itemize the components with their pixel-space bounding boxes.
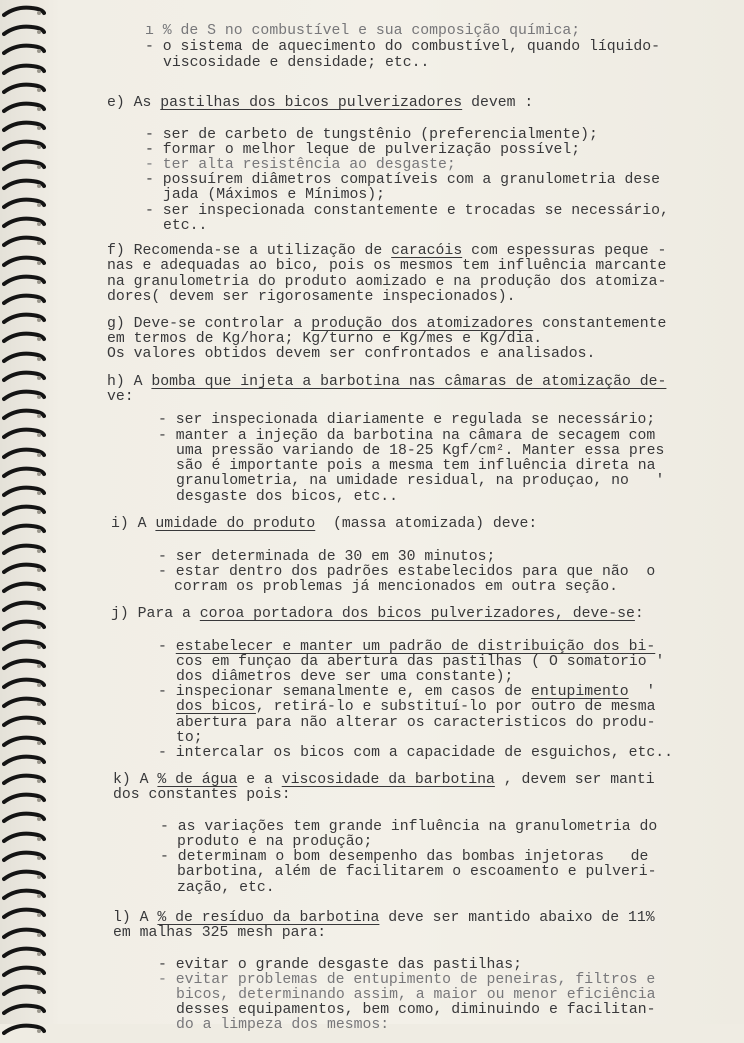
- spiral-coil: [2, 196, 46, 212]
- list-item: - evitar o grande desgaste das pastilhas;: [158, 957, 523, 973]
- heading-text: (massa atomizada) deve:: [315, 516, 538, 532]
- section-heading-i: [111, 517, 537, 532]
- text-line: granulometria, na umidade residual, na produçao, no ': [176, 473, 665, 489]
- section-heading-h: [107, 375, 666, 390]
- list-item: [158, 640, 655, 655]
- text-line: [176, 700, 656, 715]
- heading-text: k) A: [113, 772, 158, 788]
- spiral-coil: [2, 753, 46, 769]
- spiral-coil: [2, 42, 46, 58]
- text-line: dores( devem ser rigorosamente inspecionados).: [107, 289, 516, 305]
- text-line: Os valores obtidos devem ser confrontados e analisados.: [107, 346, 596, 362]
- heading-text: e a: [237, 772, 282, 788]
- spiral-coil: [2, 311, 46, 327]
- spiral-coil: [2, 158, 46, 174]
- heading-text: , devem ser manti: [494, 772, 655, 788]
- spiral-coil: [2, 849, 46, 865]
- text-line: barbotina, além de facilitarem o escoamento e pulveri-: [177, 864, 657, 880]
- spiral-coil: [2, 81, 46, 97]
- spiral-coil: [2, 215, 46, 231]
- spiral-coil: [2, 714, 46, 730]
- heading-text: e) As: [107, 95, 161, 111]
- spiral-coil: [2, 734, 46, 750]
- list-item: - intercalar os bicos com a capacidade de esguichos, etc..: [158, 745, 674, 761]
- text-line: nas e adequadas ao bico, pois os mesmos tem influência marcante: [107, 258, 667, 274]
- underlined-text: estabelecer e manter um padrão de distribuição dos bi-: [175, 639, 656, 655]
- spiral-coil: [2, 369, 46, 385]
- heading-text: constantemente: [533, 316, 667, 332]
- spiral-coil: [2, 887, 46, 903]
- underlined-text: bomba que injeta a barbotina nas câmaras de atomização de-: [151, 374, 667, 390]
- list-item: - ser determinada de 30 em 30 minutos;: [158, 549, 496, 565]
- spiral-coil: [2, 791, 46, 807]
- line-text: ı % de S no combustível e sua composição química;: [145, 23, 581, 39]
- text-line: viscosidade e densidade; etc..: [163, 55, 430, 71]
- list-item: - ser de carbeto de tungstênio (preferencialmente);: [145, 127, 598, 143]
- text-line: corram os problemas já mencionados em outra seção.: [174, 579, 618, 595]
- underlined-text: % de resíduo da barbotina: [157, 910, 380, 926]
- text-line: em malhas 325 mesh para:: [113, 925, 327, 941]
- spiral-coil: [2, 772, 46, 788]
- text-line: em termos de Kg/hora; Kg/turno e Kg/mes e Kg/dia.: [107, 331, 543, 347]
- heading-text: :: [634, 606, 644, 622]
- spiral-coil: [2, 446, 46, 462]
- section-heading-e: [107, 96, 533, 111]
- spiral-coil: [2, 810, 46, 826]
- section-heading-l: [113, 911, 655, 926]
- list-item: - ter alta resistência ao desgaste;: [145, 157, 456, 173]
- spiral-coil: [2, 638, 46, 654]
- list-item: - as variações tem grande influência na granulometria do: [160, 819, 658, 835]
- spiral-coil: [2, 177, 46, 193]
- underlined-text: coroa portadora dos bicos pulverizadores, deve-se: [199, 606, 635, 622]
- spiral-coil: [2, 503, 46, 519]
- text-line: [145, 24, 580, 39]
- section-heading-j: [111, 607, 644, 622]
- section-heading-f: [107, 244, 666, 259]
- spiral-coil: [2, 426, 46, 442]
- spiral-coil: [2, 388, 46, 404]
- heading-text: l) A: [113, 910, 158, 926]
- spiral-coil: [2, 599, 46, 615]
- spiral-coil: [2, 330, 46, 346]
- spiral-coil: [2, 618, 46, 634]
- heading-text: com espessuras peque -: [462, 243, 667, 259]
- text-line: ve:: [107, 389, 134, 405]
- list-item: - ser inspecionada diariamente e regulada se necessário;: [158, 412, 656, 428]
- spiral-coil: [2, 407, 46, 423]
- spiral-coil: [2, 23, 46, 39]
- heading-text: g) Deve-se controlar a: [107, 316, 312, 332]
- text-line: to;: [176, 730, 203, 746]
- spiral-coil: [2, 1002, 46, 1018]
- text-line: do a limpeza dos mesmos:: [176, 1017, 390, 1033]
- text-line: uma pressão variando de 18-25 Kgf/cm². Manter essa pres: [176, 443, 665, 459]
- heading-text: deve ser mantido abaixo de 11%: [379, 910, 655, 926]
- list-item: - possuírem diâmetros compatíveis com a granulometria dese: [145, 172, 661, 188]
- bullet: -: [158, 639, 176, 655]
- spiral-coil: [2, 350, 46, 366]
- spiral-coil: [2, 542, 46, 558]
- text-line: são é importante pois a mesma tem influência direta na: [176, 458, 656, 474]
- text-line: produto e na produção;: [177, 834, 373, 850]
- text-line: desses equipamentos, bem como, diminuindo e facilitan-: [176, 1002, 656, 1018]
- text-line: dos diâmetros deve ser uma constante);: [176, 669, 514, 685]
- underlined-text: caracóis: [391, 243, 463, 259]
- list-item: - estar dentro dos padrões estabelecidos para que não o: [158, 564, 656, 580]
- spiral-coil: [2, 522, 46, 538]
- heading-text: h) A: [107, 374, 152, 390]
- spiral-coil: [2, 273, 46, 289]
- text-line: desgaste dos bicos, etc..: [176, 489, 398, 505]
- spiral-coil: [2, 119, 46, 135]
- text-line: na granulometria do produto aomizado e na produção dos atomiza-: [107, 274, 667, 290]
- text-line: etc..: [163, 218, 208, 234]
- spiral-coil: [2, 945, 46, 961]
- underlined-text: % de água: [157, 772, 238, 788]
- spiral-coil: [2, 964, 46, 980]
- spiral-coil: [2, 830, 46, 846]
- list-item: - ser inspecionada constantemente e trocadas se necessário,: [145, 203, 669, 219]
- spiral-coil: [2, 100, 46, 116]
- line-text: , retirá-lo e substituí-lo por outro de mesma: [255, 699, 656, 715]
- text-line: dos constantes pois:: [113, 787, 291, 803]
- spiral-coil: [2, 484, 46, 500]
- text-line: - o sistema de aquecimento do combustível, quando líquido-: [145, 39, 661, 55]
- spiral-coil: [2, 4, 46, 20]
- spiral-coil: [2, 983, 46, 999]
- underlined-text: pastilhas dos bicos pulverizadores: [160, 95, 463, 111]
- spiral-coil: [2, 465, 46, 481]
- section-heading-k: [113, 773, 655, 788]
- section-heading-g: [107, 317, 666, 332]
- underlined-text: umidade do produto: [155, 516, 316, 532]
- line-text: - inspecionar semanalmente e, em casos de: [158, 684, 531, 700]
- spiral-coil: [2, 906, 46, 922]
- spiral-coil: [2, 138, 46, 154]
- text-line: zação, etc.: [177, 880, 275, 896]
- heading-text: j) Para a: [111, 606, 200, 622]
- text-line: jada (Máximos e Mínimos);: [163, 187, 385, 203]
- spiral-coil: [2, 926, 46, 942]
- spiral-coil: [2, 62, 46, 78]
- list-item: - manter a injeção da barbotina na câmara de secagem com: [158, 428, 656, 444]
- underlined-text: dos bicos: [176, 699, 256, 715]
- spiral-coil: [2, 561, 46, 577]
- spiral-coil: [2, 234, 46, 250]
- text-line: bicos, determinando assim, a maior ou menor eficiência: [176, 987, 656, 1003]
- underlined-text: produção dos atomizadores: [311, 316, 534, 332]
- list-item: - determinam o bom desempenho das bombas injetoras de: [160, 849, 649, 865]
- spiral-coil: [2, 580, 46, 596]
- list-item: - evitar problemas de entupimento de peneiras, filtros e: [158, 972, 656, 988]
- heading-text: f) Recomenda-se a utilização de: [107, 243, 392, 259]
- list-item: - formar o melhor leque de pulverização possível;: [145, 142, 581, 158]
- heading-text: devem :: [462, 95, 534, 111]
- heading-text: i) A: [111, 516, 156, 532]
- underlined-text: entupimento: [530, 684, 629, 700]
- spiral-coil: [2, 292, 46, 308]
- underlined-text: viscosidade da barbotina: [281, 772, 495, 788]
- spiral-coil: [2, 657, 46, 673]
- spiral-coil: [2, 868, 46, 884]
- line-text: ': [628, 684, 656, 700]
- list-item: [158, 685, 655, 700]
- spiral-coil: [2, 254, 46, 270]
- text-line: abertura para não alterar os caracteristicos do produ-: [176, 715, 656, 731]
- spiral-coil: [2, 695, 46, 711]
- spiral-coil: [2, 676, 46, 692]
- text-line: cos em funçao da abertura das pastilhas ( O somatorio ': [176, 654, 665, 670]
- spiral-binding: [0, 0, 50, 1024]
